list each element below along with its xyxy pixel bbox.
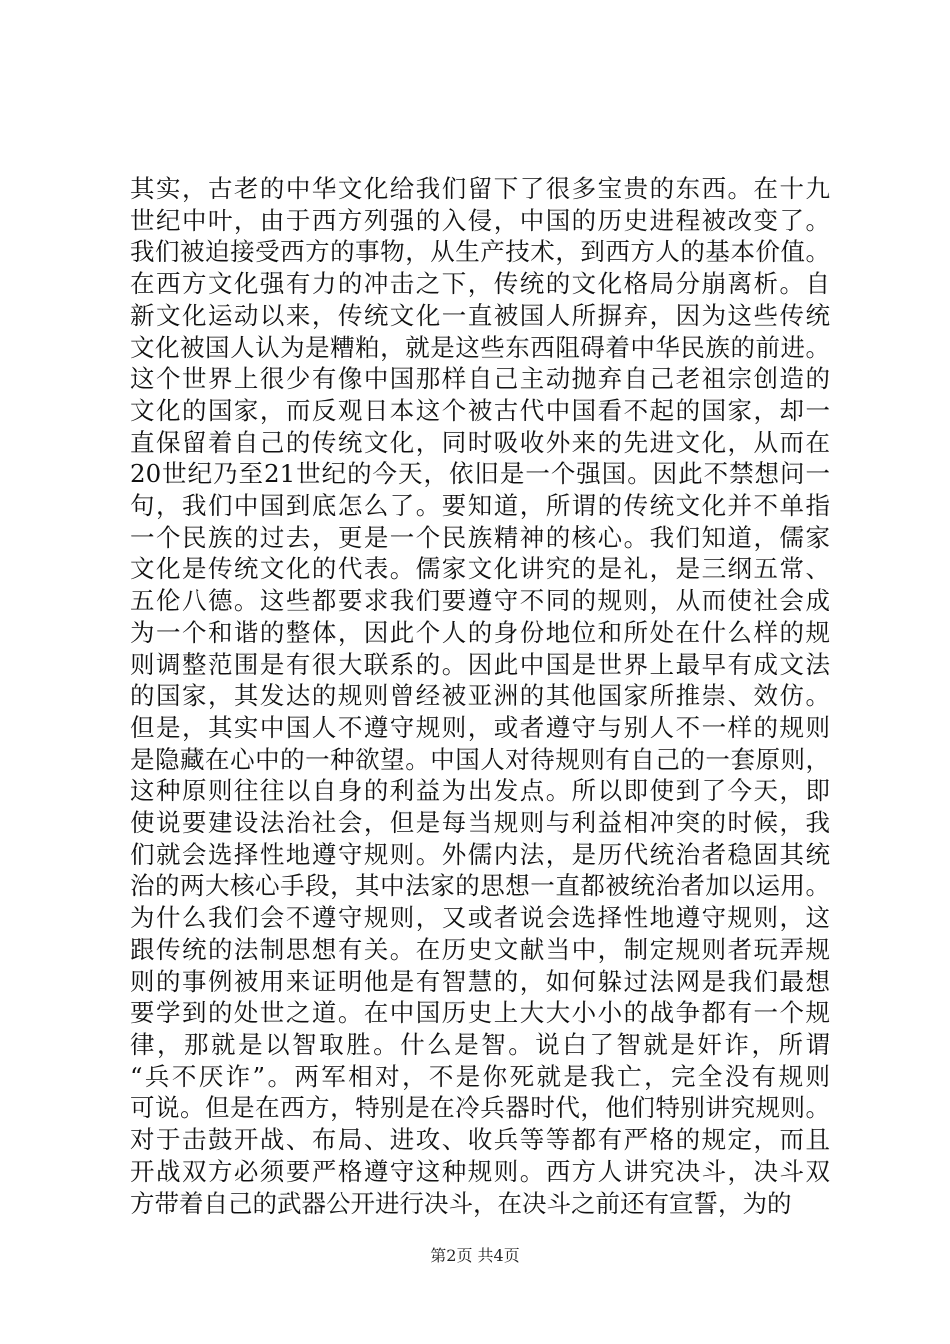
text-line: 要学到的处世之道。在中国历史上大大小小的战争都有一个规 [130,998,830,1028]
text-line: 则的事例被用来证明他是有智慧的，如何躲过法网是我们最想 [130,966,830,996]
text-line: 直保留着自己的传统文化，同时吸收外来的先进文化，从而在 [130,427,830,457]
text-line: 一个民族的过去，更是一个民族精神的核心。我们知道，儒家 [130,522,830,552]
text-line: 方带着自己的武器公开进行决斗，在决斗之前还有宣誓，为的 [130,1188,792,1218]
text-line: 使说要建设法治社会，但是每当规则与利益相冲突的时候，我 [130,808,830,838]
text-line: 我们被迫接受西方的事物，从生产技术，到西方人的基本价值。 [130,237,830,267]
text-line: 五伦八德。这些都要求我们要遵守不同的规则，从而使社会成 [130,586,830,616]
text-line: 世纪中叶，由于西方列强的入侵，中国的历史进程被改变了。 [130,205,830,235]
text-line: 其实，古老的中华文化给我们留下了很多宝贵的东西。在十九 [130,174,830,203]
text-line: 律，那就是以智取胜。什么是智。说白了智就是奸诈，所谓 [130,1029,830,1059]
text-line: 文化被国人认为是糟粕，就是这些东西阻碍着中华民族的前进。 [130,332,830,362]
text-line: 治的两大核心手段，其中法家的思想一直都被统治者加以运用。 [130,871,830,901]
text-line: “兵不厌诈”。两军相对，不是你死就是我亡，完全没有规则 [130,1061,830,1091]
page-footer: 第2页 共4页 [430,1246,520,1265]
text-line: 可说。但是在西方，特别是在冷兵器时代，他们特别讲究规则。 [130,1093,830,1123]
text-line: 文化的国家，而反观日本这个被古代中国看不起的国家，却一 [130,395,830,425]
text-line: 但是，其实中国人不遵守规则，或者遵守与别人不一样的规则 [130,712,830,742]
text-line: 这个世界上很少有像中国那样自己主动抛弃自己老祖宗创造的 [130,364,830,394]
text-line: 跟传统的法制思想有关。在历史文献当中，制定规则者玩弄规 [130,934,830,964]
text-line: 的国家，其发达的规则曾经被亚洲的其他国家所推崇、效仿。 [130,681,830,711]
text-line: 开战双方必须要严格遵守这种规则。西方人讲究决斗，决斗双 [130,1156,830,1186]
text-line: 这种原则往往以自身的利益为出发点。所以即使到了今天，即 [130,776,830,806]
text-line: 为一个和谐的整体，因此个人的身份地位和所处在什么样的规 [130,617,830,647]
text-line: 文化是传统文化的代表。儒家文化讲究的是礼，是三纲五常、 [130,554,830,584]
text-line: 在西方文化强有力的冲击之下，传统的文化格局分崩离析。自 [130,269,830,299]
text-line: 为什么我们会不遵守规则，又或者说会选择性地遵守规则，这 [130,903,830,933]
body-text [130,173,830,1219]
text-line: 们就会选择性地遵守规则。外儒内法，是历代统治者稳固其统 [130,839,830,869]
text-line: 20世纪乃至21世纪的今天，依旧是一个强国。因此不禁想问一 [130,459,830,489]
text-line: 是隐藏在心中的一种欲望。中国人对待规则有自己的一套原则， [130,744,830,774]
text-line: 则调整范围是有很大联系的。因此中国是世界上最早有成文法 [130,649,830,679]
text-line: 句，我们中国到底怎么了。要知道，所谓的传统文化并不单指 [130,491,830,521]
text-line: 新文化运动以来，传统文化一直被国人所摒弃，因为这些传统 [130,300,830,330]
text-line: 对于击鼓开战、布局、进攻、收兵等等都有严格的规定，而且 [130,1125,830,1155]
